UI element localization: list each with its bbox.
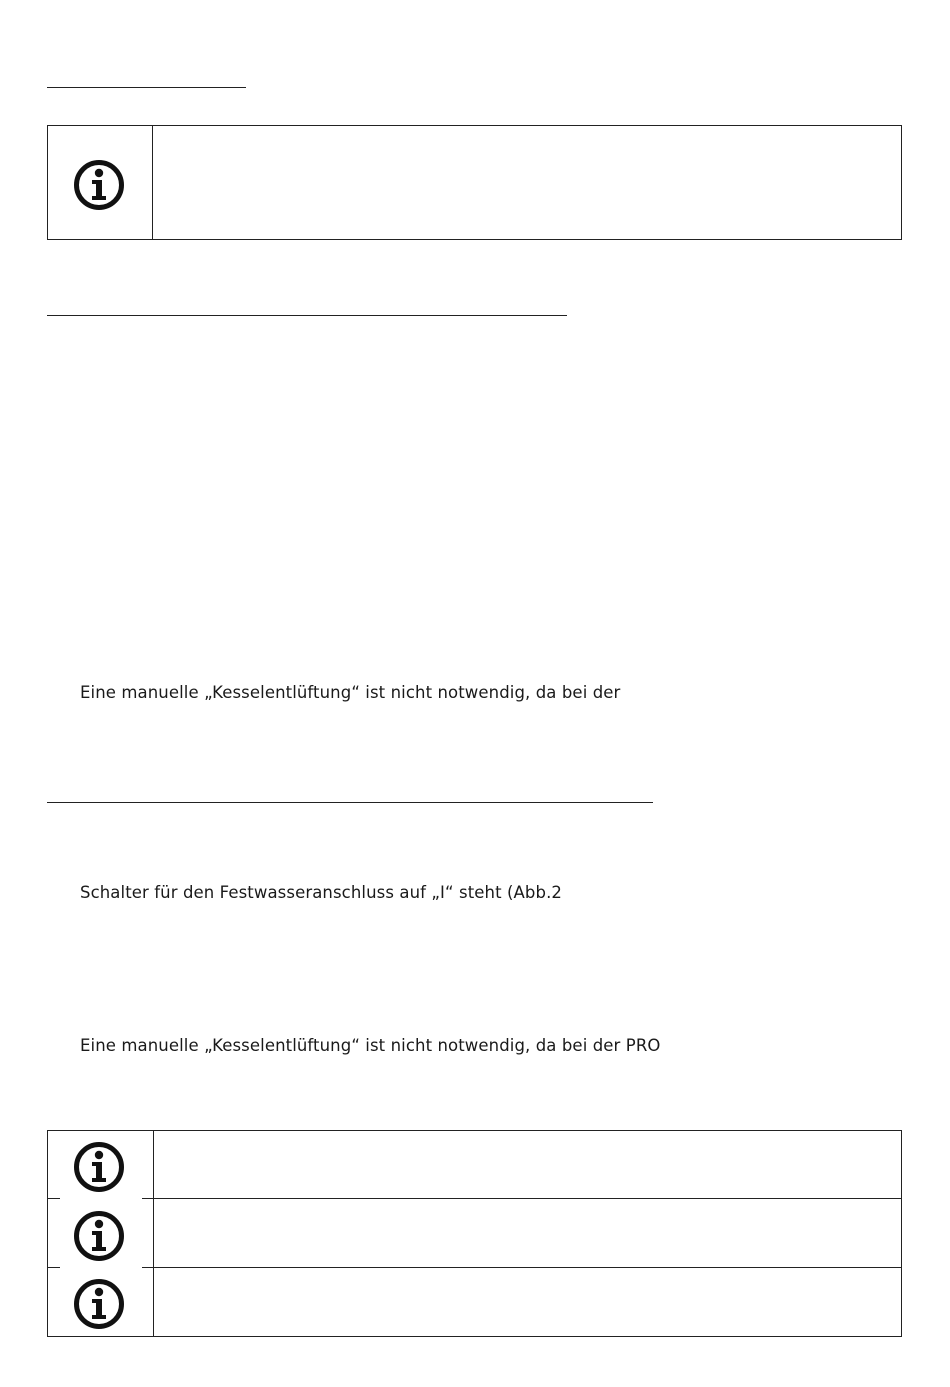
heading-rule-2 [47, 315, 567, 316]
info-icon [73, 159, 125, 211]
heading-rule-1 [47, 87, 246, 88]
info-icon [73, 1210, 125, 1262]
info-icon [73, 1278, 125, 1330]
info-icon-cell [48, 126, 153, 239]
info-row-divider-2 [48, 1267, 901, 1268]
body-text-line-2: Schalter für den Festwasseranschluss auf „I“ steht (Abb.2 [80, 883, 563, 902]
heading-rule-3 [47, 802, 653, 803]
info-row-divider-1 [48, 1198, 901, 1199]
info-note-box-bottom [47, 1130, 902, 1337]
info-note-box-top [47, 125, 902, 240]
body-text-line-3: Eine manuelle „Kesselentlüftung“ ist nicht notwendig, da bei der PRO [80, 1036, 661, 1055]
info-column-divider [153, 1131, 154, 1336]
info-icon [73, 1141, 125, 1193]
body-text-line-1: Eine manuelle „Kesselentlüftung“ ist nicht notwendig, da bei der [80, 683, 621, 702]
